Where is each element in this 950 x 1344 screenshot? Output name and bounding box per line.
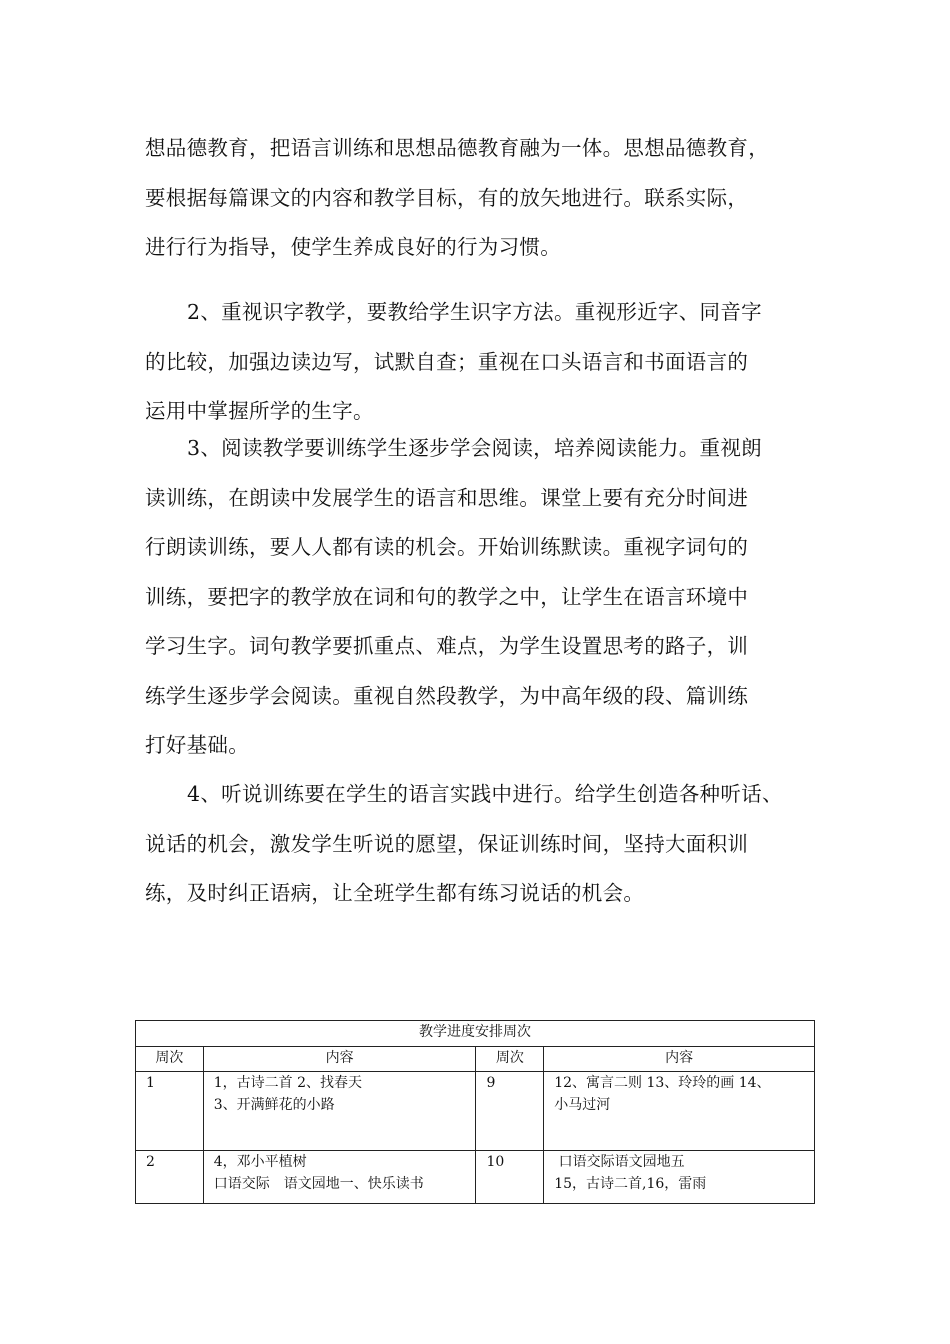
content-cell	[544, 1151, 815, 1204]
content-cell	[203, 1151, 476, 1204]
week-cell: 2	[136, 1151, 204, 1204]
paragraph-3	[145, 424, 835, 771]
paragraph-4	[145, 770, 835, 919]
table-header-row	[136, 1047, 815, 1072]
header-week: 周次	[136, 1047, 204, 1072]
text-line: 进行行为指导，使学生养成良好的行为习惯。	[145, 235, 561, 259]
week-cell: 9	[476, 1072, 544, 1151]
text-line: 读训练，在朗读中发展学生的语言和思维。课堂上要有充分时间进	[145, 485, 749, 510]
header-week: 周次	[476, 1047, 544, 1072]
content-line: 小马过河	[554, 1097, 611, 1113]
table-row	[136, 1072, 815, 1151]
content-line: 口语交际 语文园地一、快乐读书	[213, 1176, 424, 1192]
text-line: 的比较，加强边读边写，试默自查；重视在口头语言和书面语言的	[145, 349, 749, 374]
text-line: 说话的机会，激发学生听说的愿望，保证训练时间，坚持大面积训	[145, 831, 749, 856]
header-content: 内容	[203, 1047, 476, 1072]
text-line: 要根据每篇课文的内容和教学目标，有的放矢地进行。联系实际，	[145, 185, 749, 210]
text-line: 行朗读训练，要人人都有读的机会。开始训练默读。重视字词句的	[145, 535, 749, 559]
text-line: 打好基础。	[145, 733, 249, 757]
teaching-schedule-table	[135, 1020, 815, 1204]
content-line: 4，邓小平植树	[213, 1154, 307, 1170]
table-caption: 教学进度安排周次	[136, 1021, 815, 1047]
week-cell: 10	[476, 1151, 544, 1204]
text-line: 2、重视识字教学，要教给学生识字方法。重视形近字、同音字	[187, 300, 762, 324]
week-cell: 1	[136, 1072, 204, 1151]
content-line: 3、开满鲜花的小路	[213, 1097, 335, 1113]
text-line: 3、阅读教学要训练学生逐步学会阅读，培养阅读能力。重视朗	[187, 436, 762, 460]
paragraph-2	[145, 288, 835, 437]
text-line: 运用中掌握所学的生字。	[145, 399, 374, 423]
content-line: 12、寓言二则 13、玲玲的画 14、	[554, 1075, 771, 1091]
text-line: 学习生字。词句教学要抓重点、难点，为学生设置思考的路子，训	[145, 634, 749, 658]
text-line: 4、听说训练要在学生的语言实践中进行。给学生创造各种听话、	[187, 782, 783, 806]
text-line: 训练，要把字的教学放在词和句的教学之中，让学生在语言环境中	[145, 584, 749, 609]
content-cell	[203, 1072, 476, 1151]
content-line: 15，古诗二首,16，雷雨	[554, 1176, 707, 1192]
text-line: 练学生逐步学会阅读。重视自然段教学，为中高年级的段、篇训练	[145, 683, 749, 708]
text-line: 想品德教育，把语言训练和思想品德教育融为一体。思想品德教育，	[145, 136, 769, 160]
table-row	[136, 1151, 815, 1204]
paragraph-1	[145, 124, 835, 273]
text-line: 练，及时纠正语病，让全班学生都有练习说话的机会。	[145, 881, 645, 905]
table-caption-row	[136, 1021, 815, 1047]
header-content: 内容	[544, 1047, 815, 1072]
content-line: 口语交际语文园地五	[554, 1154, 685, 1170]
content-cell	[544, 1072, 815, 1151]
content-line: 1，古诗二首 2、找春天	[213, 1075, 363, 1091]
